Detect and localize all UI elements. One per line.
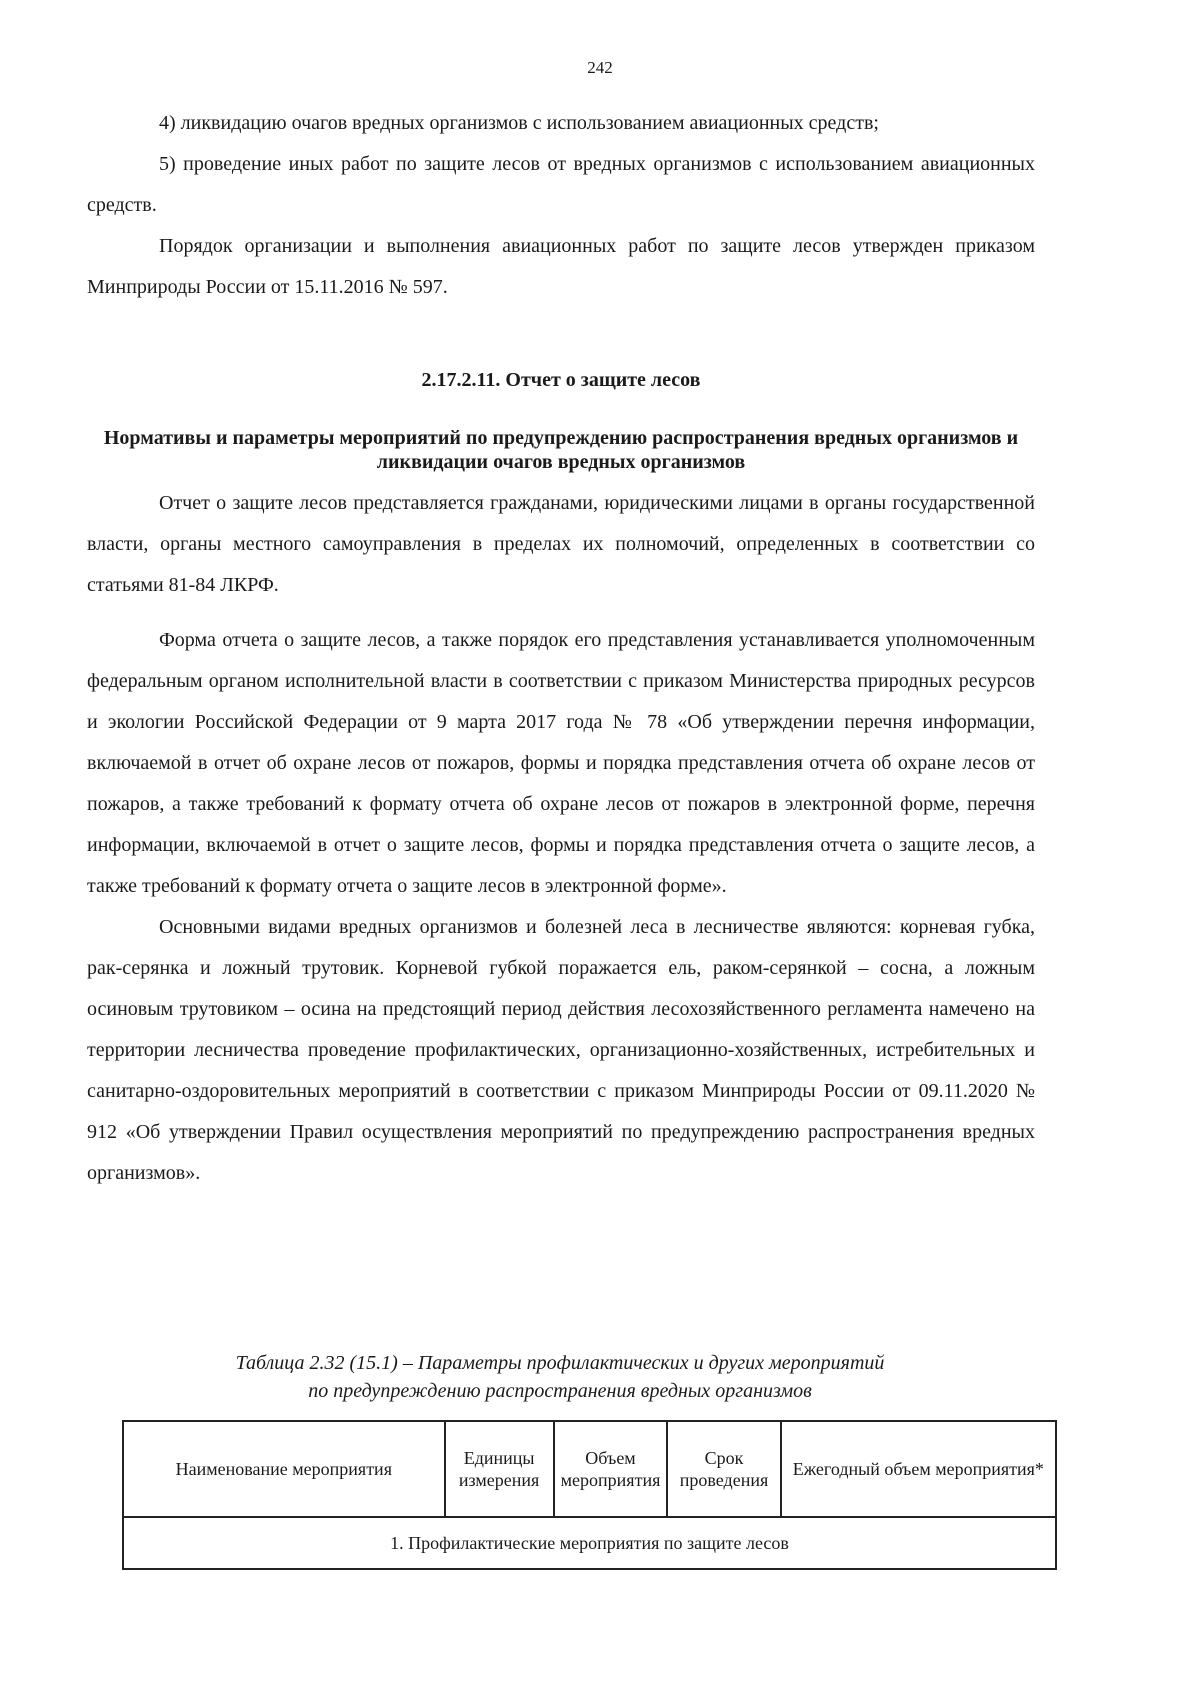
paragraph-aviation-order: Порядок организации и выполнения авиационных работ по защите лесов утвержден приказом Минприроды России от 15.11.2016 № 597. (87, 235, 1035, 298)
header-annual-volume: Ежегодный объем мероприятия* (781, 1421, 1056, 1517)
table-caption-line-2: по предупреждению распространения вредных организмов (308, 1380, 812, 1402)
intro-block (87, 103, 1035, 308)
table-row (123, 1517, 1056, 1569)
header-units: Единицы измерения (445, 1421, 554, 1517)
header-volume: Объем мероприятия (554, 1421, 668, 1517)
header-activity-name: Наименование мероприятия (123, 1421, 445, 1517)
table-header-row (123, 1421, 1056, 1517)
section-heading: 2.17.2.11. Отчет о защите лесов (421, 369, 701, 391)
table-caption-line-1: Таблица 2.32 (15.1) – Параметры профилактических и других мероприятий (235, 1352, 885, 1374)
subheading: Нормативы и параметры мероприятий по предупреждению распространения вредных организмов и ликвидации очагов вредных организмов (103, 427, 1019, 473)
header-period: Срок проведения (667, 1421, 780, 1517)
paragraph-report-submission: Отчет о защите лесов представляется гражданами, юридическими лицами в органы государственной власти, органы местного самоуправления в пределах их полномочий, определенных в соответствии со статьями 81-84 ЛКРФ. (87, 492, 1035, 596)
paragraph-pests-diseases: Основными видами вредных организмов и болезней леса в лесничестве являются: корневая губка, рак-серянка и ложный трутовик. Корневой губкой поражается ель, раком-серянкой – сосна, а ложным осиновым трутовиком – осина на предстоящий период действия лесохозяйственного регламента намечено на территории лесничества проведение профилактических, организационно-хозяйственных, истребительных и санитарно-оздоровительных мероприятий в соответствии с приказом Минприроды России от 09.11.2020 № 912 «Об утверждении Правил осуществления мероприятий по предупреждению распространения вредных организмов». (87, 916, 1035, 1184)
table-section-row: 1. Профилактические мероприятия по защите лесов (123, 1517, 1056, 1569)
page-number: 242 (587, 58, 613, 77)
main-text-block (87, 483, 1035, 1194)
paragraph-item-5: 5) проведение иных работ по защите лесов от вредных организмов с использованием авиационных средств. (87, 153, 1035, 216)
paragraph-report-form: Форма отчета о защите лесов, а также порядок его представления устанавливается уполномоченным федеральным органом исполнительной власти в соответствии с приказом Министерства природных ресурсов и экологии Российской Федерации от 9 марта 2017 года № 78 «Об утверждении перечня информации, включаемой в отчет об охране лесов от пожаров, формы и порядка представления отчета об охране лесов от пожаров, а также требований к формату отчета об охране лесов от пожаров в электронной форме, перечня информации, включаемой в отчет о защите лесов, формы и порядка представления отчета о защите лесов, а также требований к формату отчета о защите лесов в электронной форме». (87, 629, 1035, 897)
paragraph-item-4: 4) ликвидацию очагов вредных организмов с использованием авиационных средств; (159, 112, 879, 134)
table-caption (120, 1349, 1000, 1405)
parameters-table (122, 1420, 1057, 1570)
